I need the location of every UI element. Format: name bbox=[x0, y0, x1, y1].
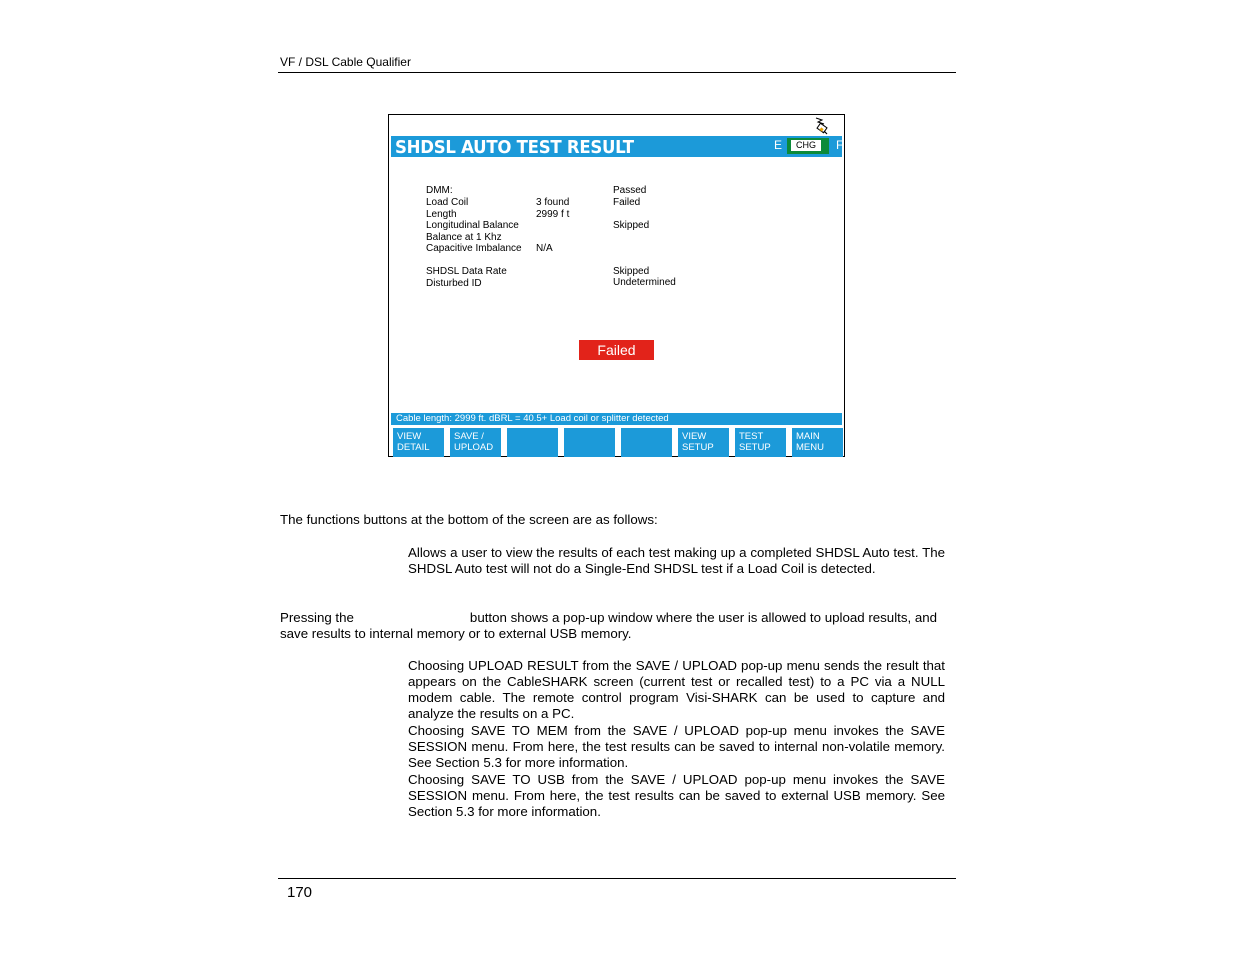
result-row bbox=[426, 266, 726, 278]
battery-full-label: F bbox=[836, 138, 844, 152]
result-row bbox=[426, 220, 726, 232]
result-label: Disturbed ID bbox=[426, 278, 482, 289]
view-detail-description: Allows a user to view the results of each test making up a completed SHDSL Auto test. The SHDSL Auto test will not do a Single-End SHDSL test if a Load Coil is detected. bbox=[408, 545, 945, 576]
result-value: 2999 f t bbox=[536, 209, 570, 220]
result-status: Skipped bbox=[613, 266, 650, 277]
result-status: Skipped bbox=[613, 220, 650, 231]
function-key-4[interactable] bbox=[564, 428, 615, 457]
function-key-3[interactable] bbox=[507, 428, 558, 457]
battery-status: CHG bbox=[791, 140, 821, 151]
battery-empty-label: E bbox=[774, 138, 783, 152]
result-row bbox=[426, 197, 726, 209]
header-rule bbox=[278, 72, 956, 73]
result-label: Longitudinal Balance bbox=[426, 220, 519, 231]
upload-description: Choosing UPLOAD RESULT from the SAVE / UPLOAD pop-up menu sends the result that appears on the CableSHARK screen (current test or recalled test) to a PC via a NULL modem cable. The remote control program Visi-SHARK can be used to capture and analyze the results on a PC. bbox=[408, 658, 945, 721]
result-label: DMM: bbox=[426, 185, 453, 196]
save-usb-description: Choosing SAVE TO USB from the SAVE / UPLOAD pop-up menu invokes the SAVE SESSION menu. From here, the test results can be saved to external USB memory. See Section 5.3 for more information. bbox=[408, 772, 945, 819]
footer-rule bbox=[278, 878, 956, 879]
save-upload-button[interactable]: SAVE / UPLOAD bbox=[450, 428, 501, 457]
result-value: 3 found bbox=[536, 197, 570, 208]
save-mem-description: Choosing SAVE TO MEM from the SAVE / UPLOAD pop-up menu invokes the SAVE SESSION menu. From here, the test results can be saved to internal non-volatile memory. See Section 5.3 for more information. bbox=[408, 723, 945, 770]
result-label: Balance at 1 Khz bbox=[426, 232, 502, 243]
title-bar bbox=[391, 136, 842, 157]
result-value: N/A bbox=[536, 243, 553, 254]
result-row bbox=[426, 243, 726, 255]
status-line: Cable length: 2999 ft. dBRL = 40.5+ Load coil or splitter detected bbox=[391, 413, 842, 425]
test-setup-button[interactable]: TEST SETUP bbox=[735, 428, 786, 457]
view-setup-button[interactable]: VIEW SETUP bbox=[678, 428, 729, 457]
result-status: Passed bbox=[613, 185, 647, 196]
intro-paragraph: The functions buttons at the bottom of the screen are as follows: bbox=[280, 512, 658, 527]
page-number: 170 bbox=[287, 884, 313, 901]
screen-title: SHDSL AUTO TEST RESULT bbox=[395, 137, 634, 158]
running-header: VF / DSL Cable Qualifier bbox=[280, 55, 411, 69]
pressing-text-a: Pressing the bbox=[280, 610, 354, 625]
function-key-5[interactable] bbox=[621, 428, 672, 457]
result-row bbox=[426, 278, 726, 290]
result-label: Load Coil bbox=[426, 197, 469, 208]
verdict-badge: Failed bbox=[579, 340, 654, 360]
save-upload-paragraph bbox=[280, 610, 945, 642]
result-status: Failed bbox=[613, 197, 641, 208]
result-label: SHDSL Data Rate bbox=[426, 266, 507, 277]
device-screen bbox=[388, 114, 845, 457]
result-row bbox=[426, 185, 726, 197]
main-menu-button[interactable]: MAIN MENU bbox=[792, 428, 843, 457]
result-status: Undetermined bbox=[613, 277, 676, 288]
pressing-text-b: button shows a pop-up window where the user is allowed to upload results, and save results to internal memory or to external USB memory. bbox=[280, 610, 938, 641]
plug-icon bbox=[813, 117, 829, 135]
battery-icon bbox=[787, 138, 829, 154]
result-label: Length bbox=[426, 209, 457, 220]
result-label: Capacitive Imbalance bbox=[426, 243, 522, 254]
view-detail-button[interactable]: VIEW DETAIL bbox=[393, 428, 444, 457]
